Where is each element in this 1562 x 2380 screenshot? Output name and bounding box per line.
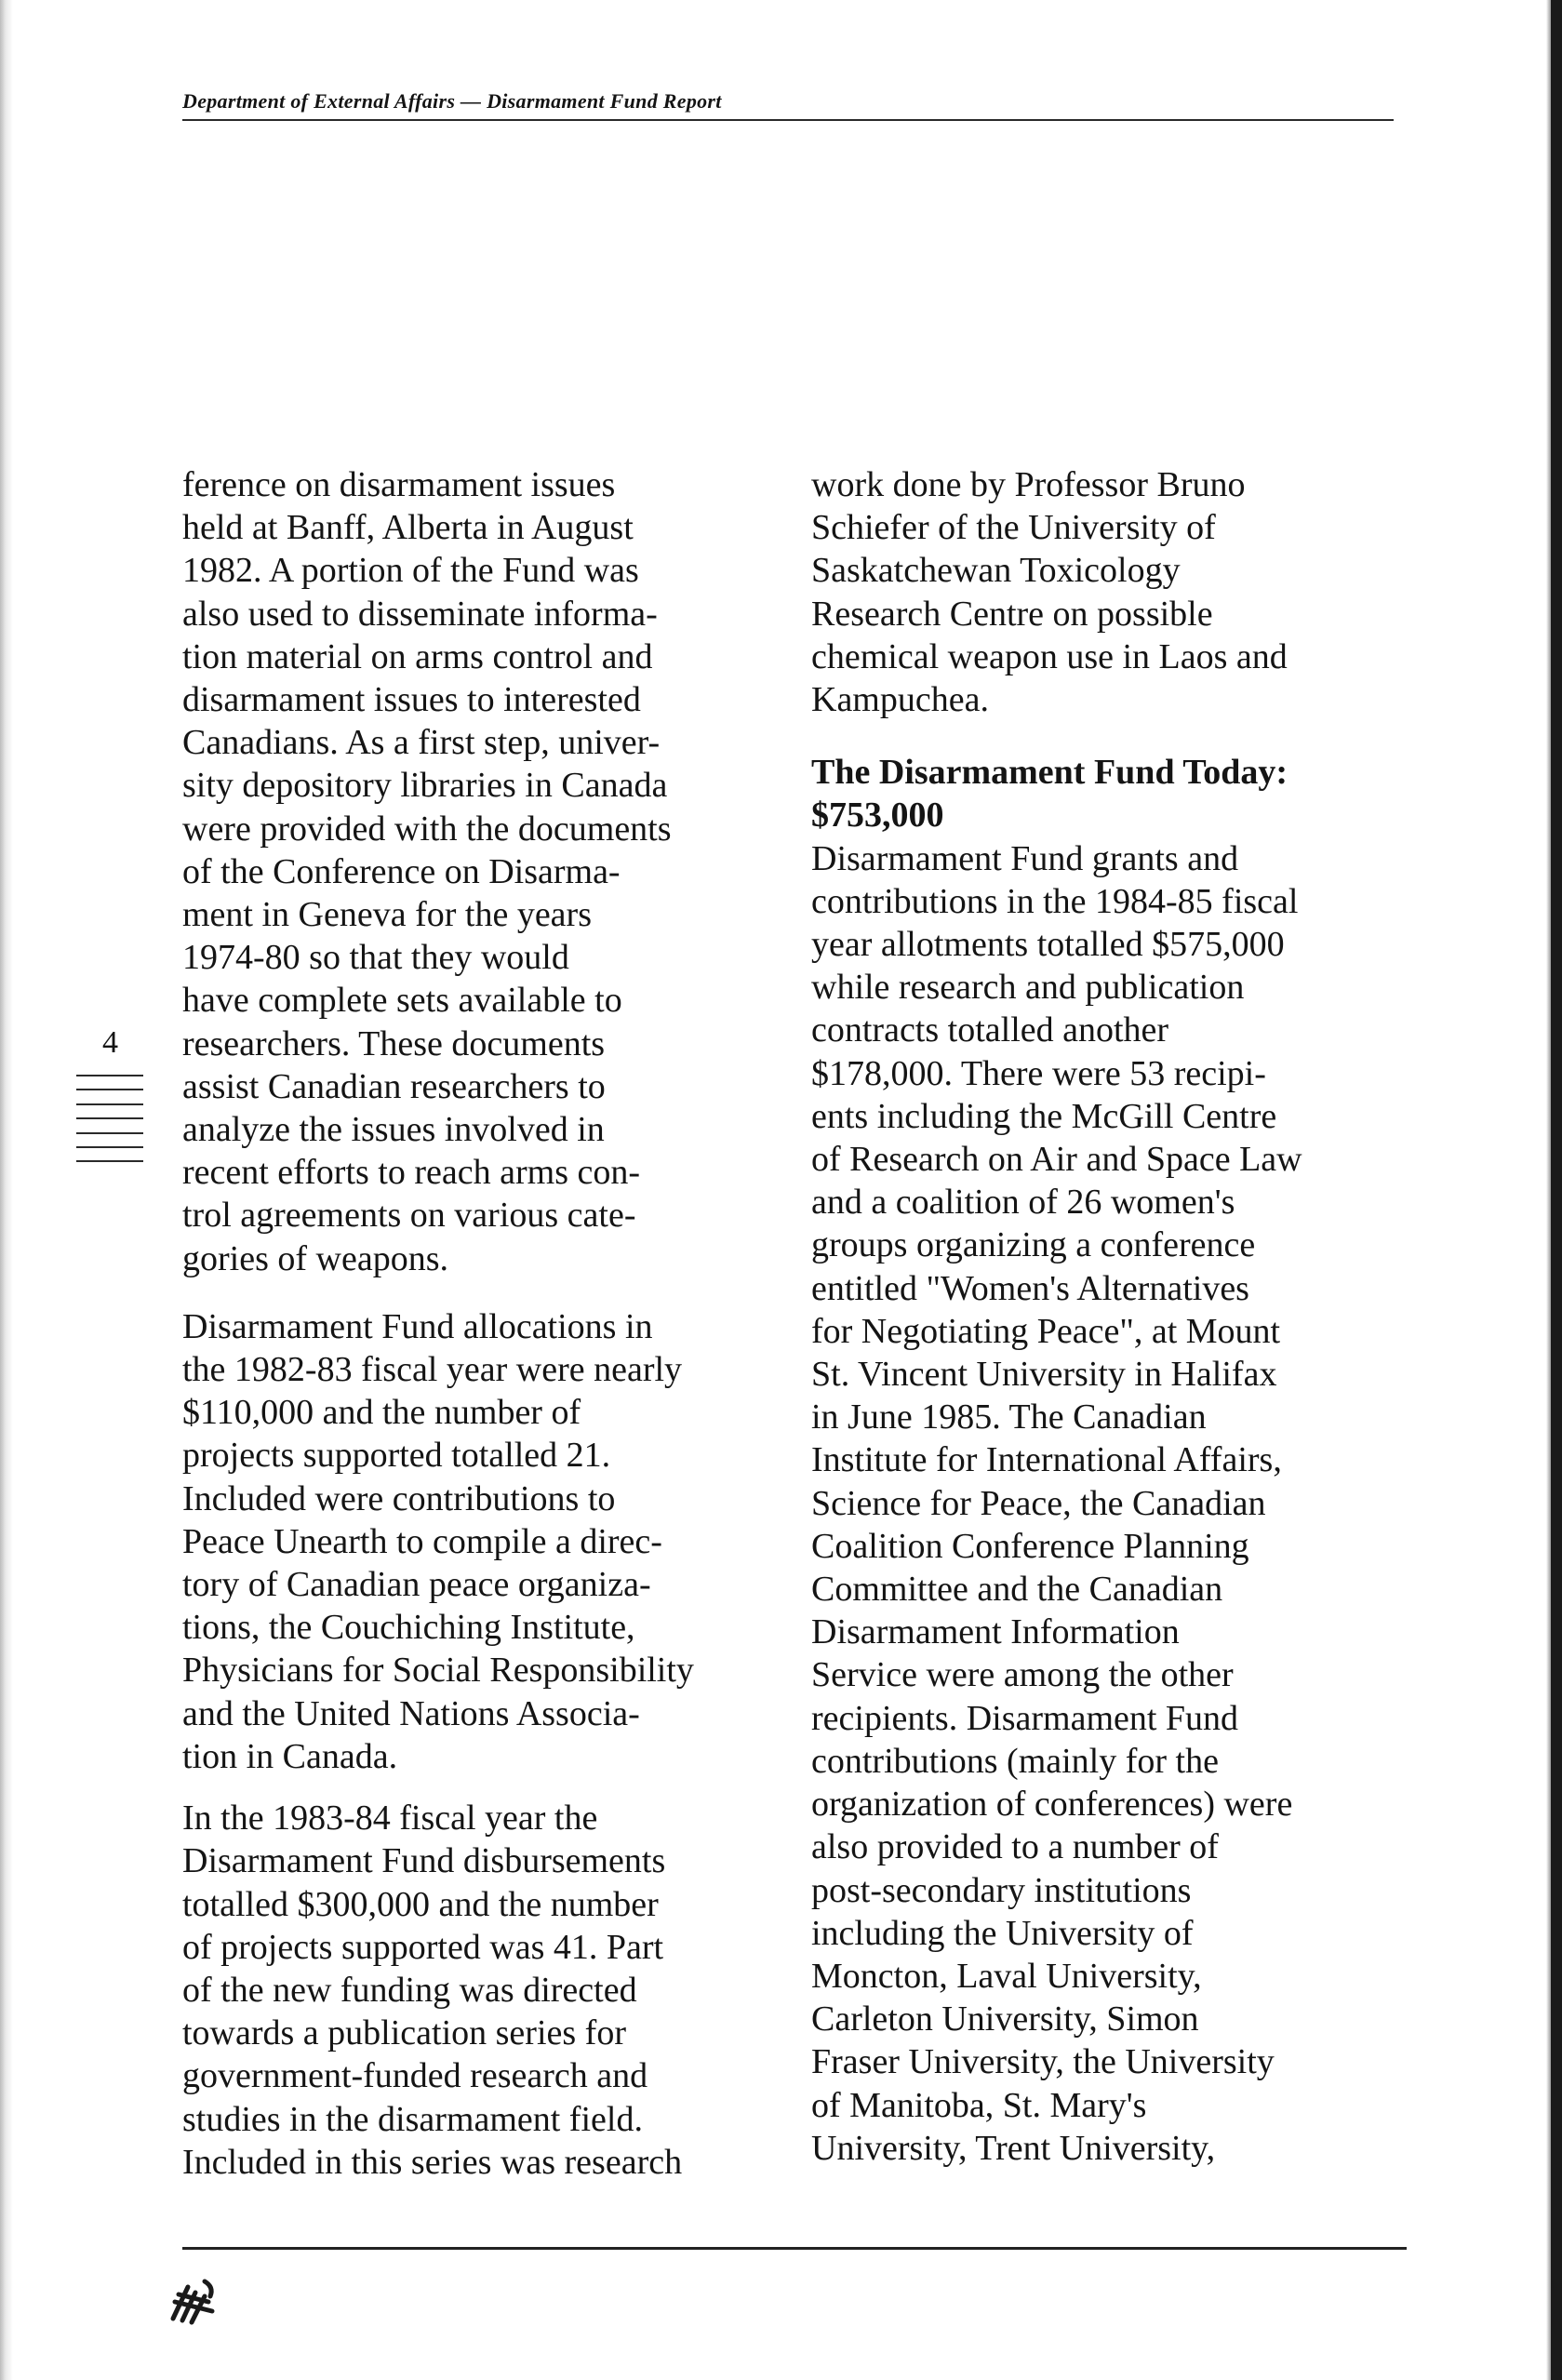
text-line: ment in Geneva for the years — [182, 895, 592, 935]
section-heading-line-1: The Disarmament Fund Today: — [811, 753, 1288, 793]
text-line: the 1982-83 fiscal year were nearly — [182, 1350, 683, 1390]
text-line: ents including the McGill Centre — [811, 1096, 1277, 1136]
text-line: Disarmament Fund disbursements — [182, 1841, 666, 1881]
text-line: University, Trent University, — [811, 2128, 1216, 2168]
text-line: Committee and the Canadian — [811, 1570, 1223, 1610]
text-line: disarmament issues to interested — [182, 680, 641, 720]
text-line: In the 1983-84 fiscal year the — [182, 1798, 598, 1838]
text-line: researchers. These documents — [182, 1023, 606, 1063]
text-line: of projects supported was 41. Part — [182, 1927, 664, 1967]
text-line: tion material on arms control and — [182, 636, 653, 676]
text-line: while research and publication — [811, 968, 1245, 1008]
right-column — [811, 463, 1407, 2170]
text-line: of Manitoba, St. Mary's — [811, 2085, 1147, 2125]
text-line: analyze the issues involved in — [182, 1110, 605, 1150]
text-line: including the University of — [811, 1913, 1194, 1953]
right-paragraph-1 — [811, 463, 1407, 721]
text-line: government-funded research and — [182, 2056, 648, 2096]
text-line: Service were among the other — [811, 1655, 1234, 1695]
text-line: totalled $300,000 and the number — [182, 1884, 659, 1924]
left-paragraph-2 — [182, 1305, 778, 1778]
text-line: Canadians. As a first step, univer- — [182, 723, 661, 763]
text-line: of the Conference on Disarma- — [182, 851, 621, 891]
text-line: recipients. Disarmament Fund — [811, 1698, 1239, 1738]
text-line: $178,000. There were 53 recipi- — [811, 1053, 1266, 1093]
text-line: entitled "Women's Alternatives — [811, 1268, 1249, 1308]
text-line: assist Canadian researchers to — [182, 1066, 606, 1106]
text-line: Physicians for Social Responsibility — [182, 1651, 694, 1691]
text-line: Coalition Conference Planning — [811, 1526, 1249, 1566]
text-line: recent efforts to reach arms con- — [182, 1153, 640, 1193]
left-paragraph-1 — [182, 463, 778, 1280]
text-line: trol agreements on various cate- — [182, 1196, 636, 1236]
text-line: have complete sets available to — [182, 981, 622, 1021]
text-line: contracts totalled another — [811, 1010, 1169, 1050]
text-line: tory of Canadian peace organiza- — [182, 1565, 651, 1605]
text-line: Schiefer of the University of — [811, 508, 1216, 548]
text-line: of Research on Air and Space Law — [811, 1140, 1302, 1180]
text-line: Institute for International Affairs, — [811, 1440, 1282, 1480]
text-line: of the new funding was directed — [182, 1970, 637, 2010]
text-line: contributions in the 1984-85 fiscal — [811, 881, 1299, 921]
text-line: tion in Canada. — [182, 1736, 398, 1776]
left-column — [182, 463, 778, 2184]
text-line: Peace Unearth to compile a direc- — [182, 1521, 662, 1561]
text-line: in June 1985. The Canadian — [811, 1397, 1207, 1437]
text-line: Science for Peace, the Canadian — [811, 1483, 1266, 1523]
left-paragraph-3 — [182, 1797, 778, 2184]
right-paragraph-2 — [811, 837, 1407, 2170]
text-line: Research Centre on possible — [811, 594, 1213, 634]
text-line: organization of conferences) were — [811, 1785, 1293, 1825]
text-line: tions, the Couchiching Institute, — [182, 1608, 635, 1648]
text-line: towards a publication series for — [182, 2013, 626, 2053]
text-line: St. Vincent University in Halifax — [811, 1355, 1277, 1395]
running-header: Department of External Affairs — Disarmament Fund Report — [182, 89, 722, 113]
text-line: post-secondary institutions — [811, 1870, 1192, 1910]
text-line: 1982. A portion of the Fund was — [182, 551, 639, 591]
government-wheat-symbol-icon — [167, 2274, 221, 2328]
text-line: Moncton, Laval University, — [811, 1956, 1202, 1996]
section-heading-line-2: $753,000 — [811, 796, 944, 836]
text-line: Disarmament Fund allocations in — [182, 1306, 653, 1346]
text-line: held at Banff, Alberta in August — [182, 508, 634, 548]
text-line: were provided with the documents — [182, 809, 672, 849]
text-line: also provided to a number of — [811, 1827, 1219, 1867]
scan-edge-left — [0, 0, 13, 2380]
margin-rule-marks — [76, 1075, 143, 1175]
scan-edge-right — [1551, 0, 1562, 2380]
page-number: 4 — [102, 1025, 118, 1060]
text-line: studies in the disarmament field. — [182, 2099, 643, 2139]
text-line: Included were contributions to — [182, 1478, 616, 1518]
text-line: Disarmament Fund grants and — [811, 838, 1239, 878]
text-line: and the United Nations Associa- — [182, 1693, 640, 1733]
footer-rule — [182, 2247, 1407, 2250]
header-rule — [182, 119, 1394, 121]
text-line: Saskatchewan Toxicology — [811, 551, 1181, 591]
text-line: also used to disseminate informa- — [182, 594, 658, 634]
text-line: groups organizing a conference — [811, 1225, 1256, 1265]
text-line: sity depository libraries in Canada — [182, 766, 668, 806]
text-line: ference on disarmament issues — [182, 465, 616, 504]
text-line: 1974-80 so that they would — [182, 938, 569, 978]
text-line: for Negotiating Peace", at Mount — [811, 1311, 1281, 1351]
text-line: chemical weapon use in Laos and — [811, 636, 1288, 676]
text-line: Disarmament Information — [811, 1612, 1180, 1652]
text-line: Carleton University, Simon — [811, 1999, 1199, 2039]
text-line: Fraser University, the University — [811, 2042, 1275, 2082]
text-line: Kampuchea. — [811, 680, 989, 720]
text-line: $110,000 and the number of — [182, 1393, 581, 1433]
text-line: work done by Professor Bruno — [811, 465, 1246, 504]
text-line: year allotments totalled $575,000 — [811, 925, 1285, 965]
text-line: gories of weapons. — [182, 1238, 448, 1278]
text-line: projects supported totalled 21. — [182, 1436, 611, 1476]
text-line: Included in this series was research — [182, 2142, 683, 2182]
text-line: and a coalition of 26 women's — [811, 1183, 1235, 1223]
text-line: contributions (mainly for the — [811, 1741, 1219, 1781]
section-heading — [811, 751, 1407, 836]
